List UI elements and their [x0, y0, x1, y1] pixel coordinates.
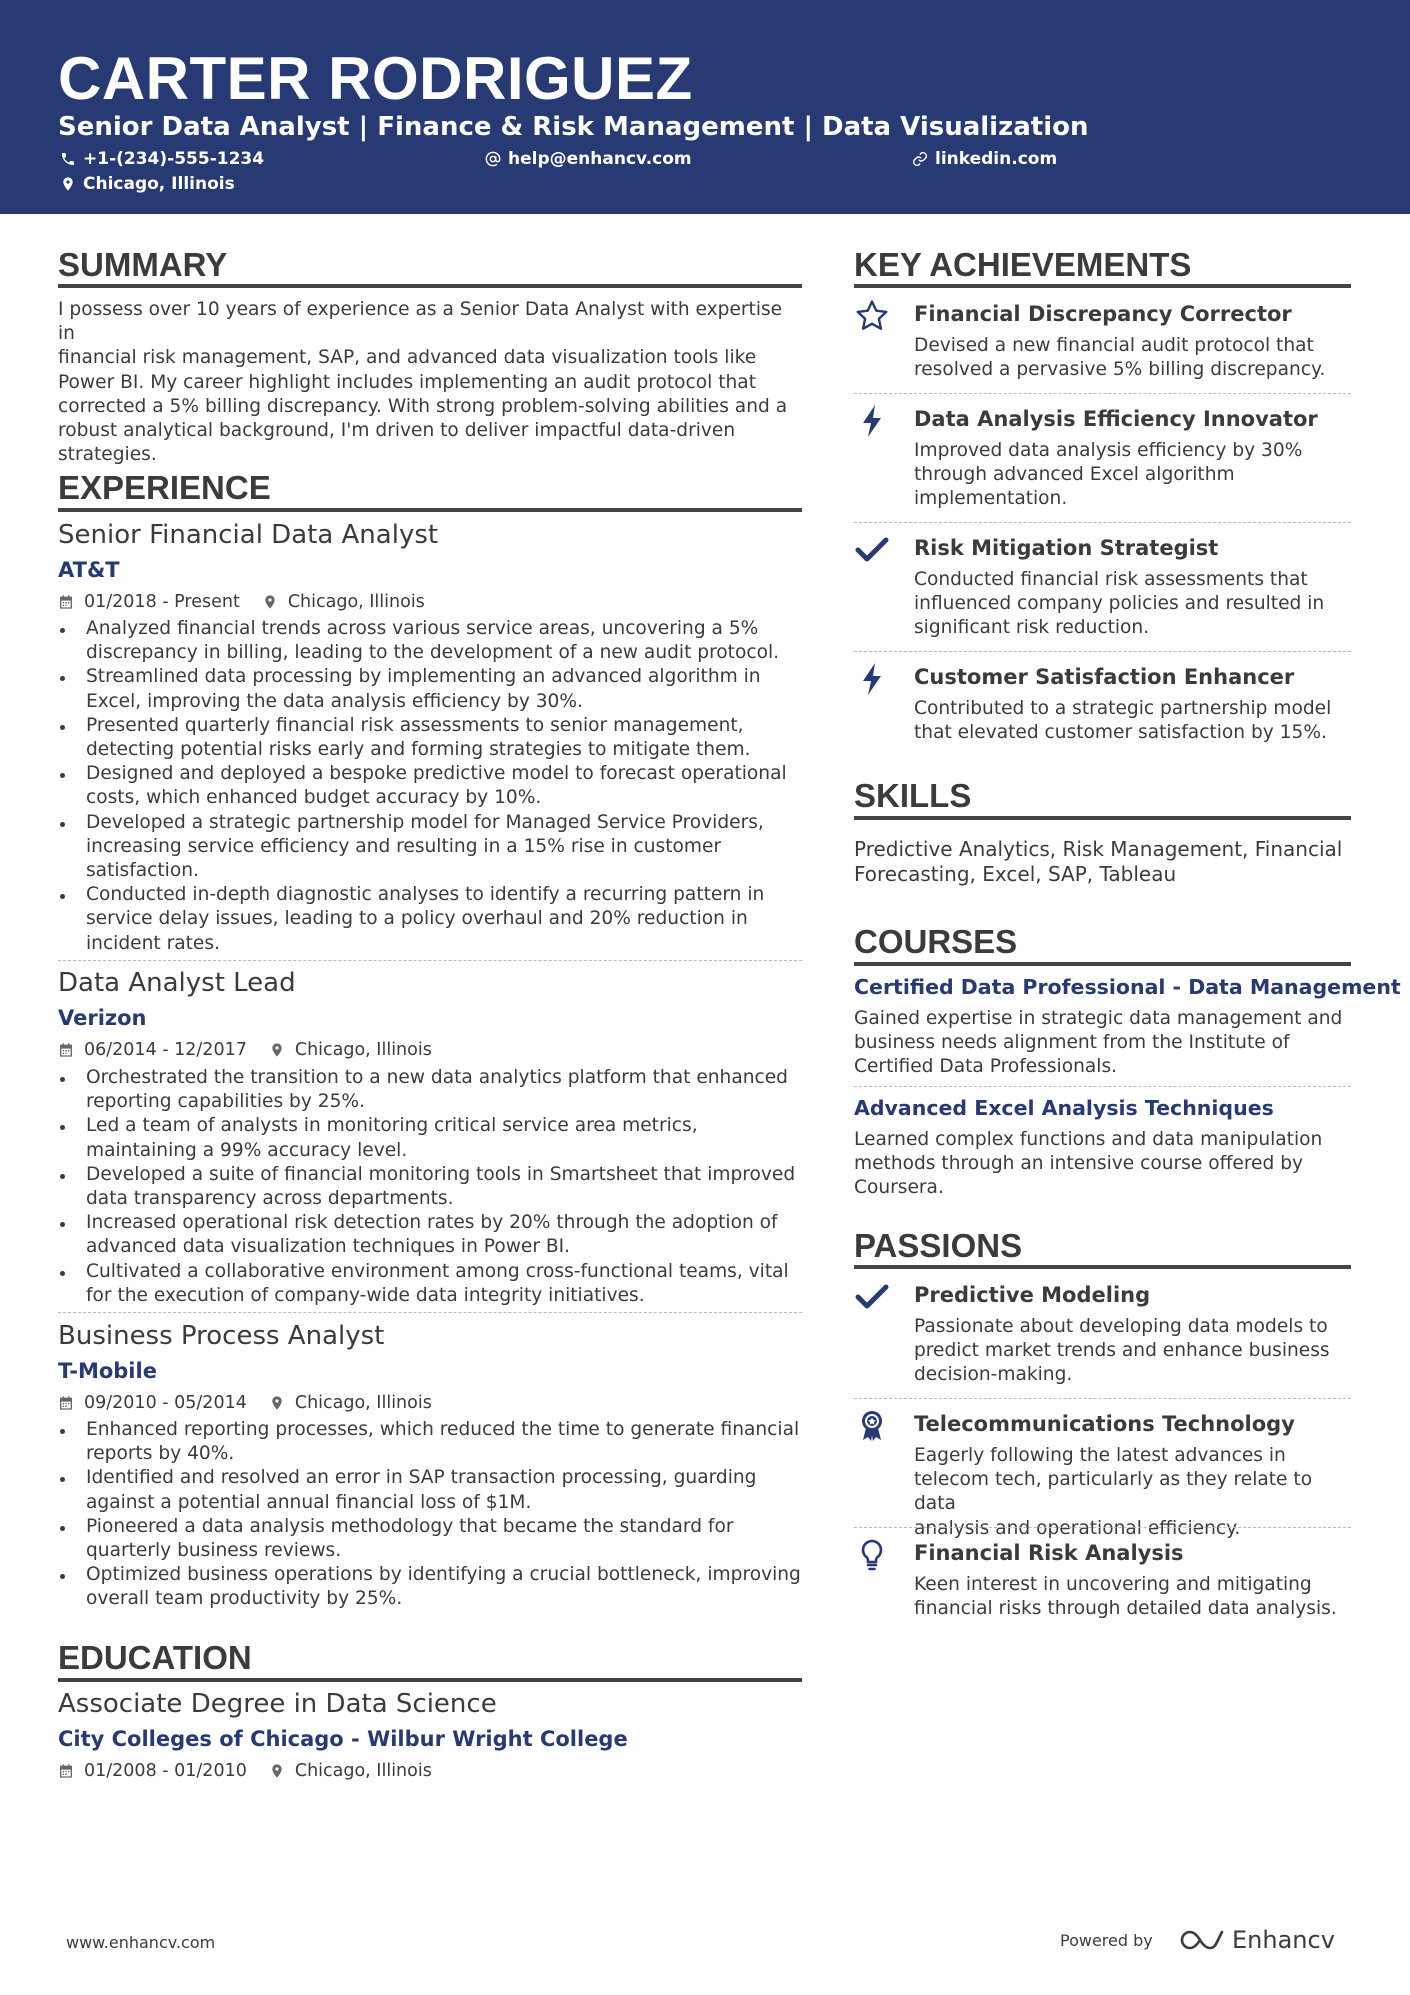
list-item: Led a team of analysts in monitoring critical service area metrics, maintaining a 99% accuracy level. [58, 1114, 802, 1162]
job-bullets [58, 617, 802, 956]
calendar-icon [58, 594, 74, 610]
achievement-description: Improved data analysis efficiency by 30% through advanced Excel algorithm implementation. [914, 440, 1303, 510]
passion-description: Keen interest in uncovering and mitigating financial risks through detailed data analysis. [914, 1574, 1337, 1620]
job-meta [58, 590, 425, 614]
location-pin-icon [269, 1042, 285, 1058]
location-pin-icon [262, 594, 278, 610]
checkmark-icon [854, 532, 894, 572]
list-item: Pioneered a data analysis methodology that became the standard for quarterly business reviews. [58, 1515, 802, 1563]
achievement-description: Devised a new financial audit protocol that resolved a pervasive 5% billing discrepancy. [914, 335, 1326, 381]
divider [854, 1527, 1351, 1528]
email-text: help@enhancv.com [508, 149, 692, 169]
candidate-name: CARTER RODRIGUEZ [58, 45, 693, 112]
job-location: Chicago, Illinois [294, 1393, 432, 1413]
job-meta [58, 1038, 432, 1062]
calendar-icon [58, 1042, 74, 1058]
job-dates: 06/2014 - 12/2017 [84, 1040, 247, 1060]
divider [854, 522, 1351, 523]
list-item: Presented quarterly financial risk assessments to senior management, detecting potential risks early and forming strategies to mitigate them. [58, 714, 802, 762]
location-pin-icon [269, 1395, 285, 1411]
divider [58, 1312, 802, 1313]
education-meta [58, 1759, 432, 1783]
education-school: City Colleges of Chicago - Wilbur Wright College [58, 1727, 628, 1751]
list-item: Developed a suite of financial monitoring tools in Smartsheet that improved data transparency across departments. [58, 1163, 802, 1211]
link-icon [912, 151, 928, 167]
job-company: AT&T [58, 558, 120, 582]
job-company: Verizon [58, 1006, 147, 1030]
footer-website-link[interactable]: www.enhancv.com [66, 1933, 216, 1952]
achievements-rule [854, 284, 1351, 288]
job-company: T-Mobile [58, 1359, 157, 1383]
divider [854, 1086, 1351, 1087]
list-item: Conducted in-depth diagnostic analyses to identify a recurring pattern in service delay issues, leading to a policy overhaul and 20% reduction in incident rates. [58, 883, 802, 956]
passions-heading: PASSIONS [854, 1227, 1023, 1264]
summary-text: I possess over 10 years of experience as a Senior Data Analyst with expertise in financial risk management, SAP, and advanced data visualization tools like Power BI. My career highlight includes implementing an audit protocol that corrected a 5% billing discrepancy. With strong problem-solving abilities and a robust analytical background, I'm driven to deliver impactful data-driven strategies. [58, 299, 788, 466]
list-item: Orchestrated the transition to a new data analytics platform that enhanced reporting capabilities by 25%. [58, 1066, 802, 1114]
job-bullets [58, 1066, 802, 1308]
job-location: Chicago, Illinois [287, 592, 425, 612]
brand-name: Enhancv [1232, 1926, 1335, 1954]
location-pin-icon [269, 1763, 285, 1779]
achievement-title: Risk Mitigation Strategist [914, 536, 1219, 560]
achievement-description: Conducted financial risk assessments that influenced company policies and resulted in significant risk reduction. [914, 569, 1325, 639]
list-item: Developed a strategic partnership model for Managed Service Providers, increasing service efficiency and resulting in a 15% rise in customer satisfaction. [58, 811, 802, 884]
list-item: Enhanced reporting processes, which reduced the time to generate financial reports by 40%. [58, 1418, 802, 1466]
job-bullets [58, 1418, 802, 1612]
job-role: Data Analyst Lead [58, 968, 296, 998]
education-degree: Associate Degree in Data Science [58, 1689, 497, 1719]
phone-icon [60, 151, 76, 167]
contact-linkedin[interactable] [912, 147, 1057, 171]
list-item: Streamlined data processing by implementing an advanced algorithm in Excel, improving the data analysis efficiency by 30%. [58, 665, 802, 713]
course-title: Advanced Excel Analysis Techniques [854, 1096, 1274, 1120]
candidate-tagline: Senior Data Analyst | Finance & Risk Management | Data Visualization [58, 112, 1089, 142]
lightbulb-icon [854, 1537, 894, 1577]
checkmark-icon [854, 1279, 894, 1319]
courses-rule [854, 962, 1351, 966]
summary-heading: SUMMARY [58, 246, 228, 283]
job-dates: 09/2010 - 05/2014 [84, 1393, 247, 1413]
star-icon [854, 298, 894, 338]
powered-by-label: Powered by [1060, 1931, 1153, 1950]
lightning-bolt-icon [854, 661, 894, 701]
enhancv-logo-icon [1180, 1928, 1226, 1952]
divider [58, 960, 802, 961]
skills-heading: SKILLS [854, 777, 972, 814]
achievement-description: Contributed to a strategic partnership model that elevated customer satisfaction by 15%. [914, 698, 1332, 744]
skills-list: Predictive Analytics, Risk Management, Financial Forecasting, Excel, SAP, Tableau [854, 837, 1343, 886]
contact-phone[interactable] [60, 147, 264, 171]
list-item: Identified and resolved an error in SAP transaction processing, guarding against a potential annual financial loss of $1M. [58, 1466, 802, 1514]
list-item: Analyzed financial trends across various service areas, uncovering a 5% discrepancy in billing, leading to the development of a new audit protocol. [58, 617, 802, 665]
contact-location [60, 172, 235, 196]
experience-rule [58, 508, 802, 512]
passion-title: Telecommunications Technology [914, 1412, 1295, 1436]
education-rule [58, 1678, 802, 1682]
enhancv-logo[interactable] [1180, 1925, 1335, 1955]
award-ribbon-icon [854, 1408, 894, 1448]
course-title: Certified Data Professional - Data Management [854, 975, 1401, 999]
list-item: Increased operational risk detection rates by 20% through the adoption of advanced data visualization techniques in Power BI. [58, 1211, 802, 1259]
experience-heading: EXPERIENCE [58, 469, 271, 506]
skills-rule [854, 816, 1351, 820]
job-dates: 01/2018 - Present [84, 592, 240, 612]
job-meta [58, 1391, 432, 1415]
achievements-heading: KEY ACHIEVEMENTS [854, 246, 1192, 283]
divider [854, 1398, 1351, 1399]
job-location: Chicago, Illinois [294, 1040, 432, 1060]
list-item: Cultivated a collaborative environment among cross-functional teams, vital for the execution of company-wide data integrity initiatives. [58, 1260, 802, 1308]
header-banner [0, 0, 1410, 214]
education-dates: 01/2008 - 01/2010 [84, 1761, 247, 1781]
courses-heading: COURSES [854, 923, 1018, 960]
job-role: Business Process Analyst [58, 1321, 385, 1351]
course-description: Learned complex functions and data manipulation methods through an intensive course offered by Coursera. [854, 1129, 1323, 1199]
calendar-icon [58, 1395, 74, 1411]
passions-rule [854, 1265, 1351, 1269]
achievement-title: Customer Satisfaction Enhancer [914, 665, 1295, 689]
lightning-bolt-icon [854, 403, 894, 443]
job-role: Senior Financial Data Analyst [58, 520, 439, 550]
passion-description: Passionate about developing data models to predict market trends and enhance business decision-making. [914, 1316, 1330, 1386]
divider [854, 393, 1351, 394]
at-sign-icon [485, 151, 501, 167]
list-item: Designed and deployed a bespoke predictive model to forecast operational costs, which enhanced budget accuracy by 10%. [58, 762, 802, 810]
education-heading: EDUCATION [58, 1639, 252, 1676]
calendar-icon [58, 1763, 74, 1779]
passion-title: Financial Risk Analysis [914, 1541, 1184, 1565]
education-location: Chicago, Illinois [294, 1761, 432, 1781]
achievement-title: Financial Discrepancy Corrector [914, 302, 1292, 326]
passion-title: Predictive Modeling [914, 1283, 1151, 1307]
passion-description: Eagerly following the latest advances in telecom tech, particularly as they relate to data analysis and operational efficiency. [914, 1445, 1313, 1539]
location-text: Chicago, Illinois [83, 174, 235, 194]
location-pin-icon [60, 176, 76, 192]
contact-email[interactable] [485, 147, 692, 171]
achievement-title: Data Analysis Efficiency Innovator [914, 407, 1318, 431]
divider [854, 651, 1351, 652]
linkedin-text: linkedin.com [935, 149, 1058, 169]
list-item: Optimized business operations by identifying a crucial bottleneck, improving overall team productivity by 25%. [58, 1563, 802, 1611]
course-description: Gained expertise in strategic data management and business needs alignment from the Institute of Certified Data Professionals. [854, 1008, 1343, 1078]
summary-rule [58, 284, 802, 288]
phone-text: +1-(234)-555-1234 [83, 149, 265, 169]
